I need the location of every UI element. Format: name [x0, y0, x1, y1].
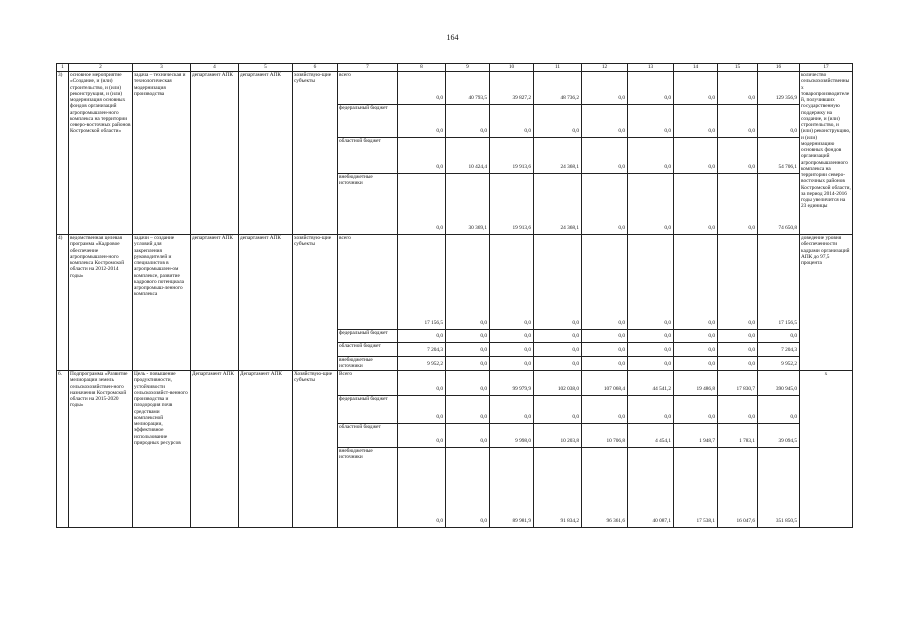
amount-cell: 0,0	[398, 72, 446, 105]
responsible-executor: департамент АПК	[191, 235, 239, 371]
amount-cell: 7 204,3	[758, 343, 800, 357]
amount-cell: 0,0	[446, 330, 490, 343]
amount-cell: 0,0	[718, 174, 758, 235]
funding-source: внебюджетные источники	[338, 174, 398, 235]
amount-cell: 0,0	[674, 72, 718, 105]
amount-cell: 0,0	[446, 424, 490, 448]
amount-cell: 0,0	[582, 174, 628, 235]
amount-cell: 17 538,1	[674, 448, 718, 528]
amount-cell: 0,0	[674, 396, 718, 424]
amount-cell: 99 979,9	[490, 371, 534, 396]
amount-cell: 89 981,9	[490, 448, 534, 528]
amount-cell: 0,0	[534, 357, 582, 371]
funding-source: федеральный бюджет	[338, 396, 398, 424]
amount-cell: 107 068,4	[582, 371, 628, 396]
amount-cell: 0,0	[582, 343, 628, 357]
amount-cell: 0,0	[582, 357, 628, 371]
header-cell: 16	[758, 64, 800, 72]
amount-cell: 44 541,2	[628, 371, 674, 396]
amount-cell: 0,0	[718, 235, 758, 330]
amount-cell: 0,0	[674, 174, 718, 235]
amount-cell: 0,0	[718, 343, 758, 357]
amount-cell: 0,0	[674, 343, 718, 357]
amount-cell: 10 706,8	[582, 424, 628, 448]
amount-cell: 96 361,6	[582, 448, 628, 528]
amount-cell: 0,0	[628, 105, 674, 138]
amount-cell: 0,0	[718, 396, 758, 424]
amount-cell: 0,0	[398, 448, 446, 528]
amount-cell: 17 830,7	[718, 371, 758, 396]
budget-table	[56, 63, 853, 528]
funding-source: всего	[338, 235, 398, 330]
amount-cell: 0,0	[534, 343, 582, 357]
header-cell: 2	[69, 64, 133, 72]
amount-cell: 40 087,1	[628, 448, 674, 528]
responsible-executor: департамент АПК	[191, 72, 239, 235]
task-description: задача – техническая и технологическая модернизация производства	[133, 72, 191, 235]
amount-cell: 0,0	[582, 72, 628, 105]
amount-cell: 17 156,5	[398, 235, 446, 330]
amount-cell: 0,0	[718, 138, 758, 174]
header-cell: 11	[534, 64, 582, 72]
amount-cell: 0,0	[398, 105, 446, 138]
amount-cell: 0,0	[718, 357, 758, 371]
amount-cell: 0,0	[628, 343, 674, 357]
amount-cell: 0,0	[446, 235, 490, 330]
amount-cell: 0,0	[398, 174, 446, 235]
amount-cell: 0,0	[582, 330, 628, 343]
amount-cell: 0,0	[534, 396, 582, 424]
amount-cell: 0,0	[628, 330, 674, 343]
target-indicator: количество сельскохозяйственных товаропроизводителей, получивших государственную поддержку на создание, и (или) строительство, и (или) реконструкцию, и (или) модернизацию основных фондов организаций агропромышленного комплекса на территории северо-восточных районов Костромской области, за период 2014-2016 годы увеличится на 23 единицы	[800, 72, 853, 235]
amount-cell: 91 834,2	[534, 448, 582, 528]
amount-cell: 0,0	[674, 138, 718, 174]
header-cell: 5	[239, 64, 293, 72]
amount-cell: 0,0	[490, 105, 534, 138]
program-name: основное мероприятие «Создание, и (или) строительство, и (или) реконструкция, и (или) модернизация основных фондов организаций агропромышлен-ного комплекса на территории северо-восточных районов Костромской области»	[69, 72, 133, 235]
header-cell: 12	[582, 64, 628, 72]
row-number: 6.	[57, 371, 69, 528]
responsible-executor: Департамент АПК	[191, 371, 239, 528]
co-executor: департамент АПК	[239, 235, 293, 371]
header-cell: 9	[446, 64, 490, 72]
amount-cell: 0,0	[628, 357, 674, 371]
amount-cell: 0,0	[628, 396, 674, 424]
amount-cell: 0,0	[398, 396, 446, 424]
amount-cell: 0,0	[628, 174, 674, 235]
amount-cell: 0,0	[628, 235, 674, 330]
amount-cell: 9 998,0	[490, 424, 534, 448]
amount-cell: 0,0	[446, 371, 490, 396]
funding-source: внебюджетные источники	[338, 448, 398, 528]
amount-cell: 0,0	[534, 235, 582, 330]
program-name: Подпрограмма «Развитие мелиорации земель сельскохозяйствен-ного назначения Костромской области на 2015-2020 годы»	[69, 371, 133, 528]
funding-source: всего	[338, 72, 398, 105]
amount-cell: 0,0	[446, 448, 490, 528]
header-cell: 7	[338, 64, 398, 72]
amount-cell: 10 203,8	[534, 424, 582, 448]
target-indicator: х	[800, 371, 853, 528]
funding-source: областной бюджет	[338, 343, 398, 357]
amount-cell: 39 827,2	[490, 72, 534, 105]
header-cell: 8	[398, 64, 446, 72]
header-cell: 1	[57, 64, 69, 72]
amount-cell: 0,0	[398, 138, 446, 174]
amount-cell: 19 913,6	[490, 174, 534, 235]
amount-cell: 16 047,6	[718, 448, 758, 528]
co-executor: Департамент АПК	[239, 371, 293, 528]
amount-cell: 0,0	[446, 357, 490, 371]
amount-cell: 0,0	[490, 396, 534, 424]
amount-cell: 0,0	[398, 424, 446, 448]
participants: хозяйствую-щие субъекты	[293, 72, 338, 235]
header-cell: 15	[718, 64, 758, 72]
table-row	[57, 72, 853, 105]
amount-cell: 0,0	[398, 371, 446, 396]
amount-cell: 0,0	[674, 357, 718, 371]
amount-cell: 390 945,0	[758, 371, 800, 396]
amount-cell: 17 156,5	[758, 235, 800, 330]
amount-cell: 0,0	[758, 330, 800, 343]
amount-cell: 0,0	[398, 330, 446, 343]
amount-cell: 0,0	[628, 138, 674, 174]
participants: хозяйствую-щие субъекты	[293, 235, 338, 371]
header-cell: 3	[133, 64, 191, 72]
amount-cell: 0,0	[490, 357, 534, 371]
target-indicator: доведение уровня обеспеченности кадрами организаций АПК до 97,5 процента	[800, 235, 853, 371]
co-executor: департамент АПК	[239, 72, 293, 235]
amount-cell: 0,0	[718, 330, 758, 343]
amount-cell: 0,0	[582, 235, 628, 330]
amount-cell: 0,0	[758, 105, 800, 138]
amount-cell: 19 913,6	[490, 138, 534, 174]
page-number: 164	[446, 33, 459, 42]
amount-cell: 0,0	[490, 343, 534, 357]
amount-cell: 0,0	[446, 396, 490, 424]
amount-cell: 0,0	[534, 330, 582, 343]
funding-source: внебюджетные источники	[338, 357, 398, 371]
amount-cell: 9 952,2	[398, 357, 446, 371]
amount-cell: 10 424,4	[446, 138, 490, 174]
amount-cell: 0,0	[674, 235, 718, 330]
amount-cell: 19 486,8	[674, 371, 718, 396]
header-cell: 13	[628, 64, 674, 72]
amount-cell: 0,0	[534, 105, 582, 138]
header-cell: 17	[800, 64, 853, 72]
table-row	[57, 371, 853, 396]
amount-cell: 351 850,5	[758, 448, 800, 528]
header-cell: 14	[674, 64, 718, 72]
amount-cell: 102 038,0	[534, 371, 582, 396]
funding-source: областной бюджет	[338, 138, 398, 174]
amount-cell: 0,0	[674, 105, 718, 138]
header-cell: 6	[293, 64, 338, 72]
amount-cell: 1 783,1	[718, 424, 758, 448]
amount-cell: 0,0	[718, 105, 758, 138]
row-number: 4)	[57, 235, 69, 371]
amount-cell: 0,0	[490, 330, 534, 343]
amount-cell: 40 793,5	[446, 72, 490, 105]
header-cell: 10	[490, 64, 534, 72]
program-name: ведомственная целевая программа «Кадровое обеспечение агропромышлен-ного комплекса Костромской области на 2012-2014 годы»	[69, 235, 133, 371]
funding-source: федеральный бюджет	[338, 105, 398, 138]
amount-cell: 0,0	[758, 396, 800, 424]
amount-cell: 0,0	[446, 105, 490, 138]
funding-source: федеральный бюджет	[338, 330, 398, 343]
amount-cell: 0,0	[446, 343, 490, 357]
amount-cell: 0,0	[582, 138, 628, 174]
funding-source: Всего	[338, 371, 398, 396]
amount-cell: 1 948,7	[674, 424, 718, 448]
amount-cell: 0,0	[674, 330, 718, 343]
column-number-row	[57, 64, 853, 72]
table-row	[57, 235, 853, 330]
amount-cell: 7 204,3	[398, 343, 446, 357]
amount-cell: 54 706,1	[758, 138, 800, 174]
row-number: 3)	[57, 72, 69, 235]
header-cell: 4	[191, 64, 239, 72]
amount-cell: 129 356,9	[758, 72, 800, 105]
amount-cell: 9 952,2	[758, 357, 800, 371]
amount-cell: 4 454,1	[628, 424, 674, 448]
amount-cell: 0,0	[718, 72, 758, 105]
amount-cell: 74 650,8	[758, 174, 800, 235]
amount-cell: 24 368,1	[534, 174, 582, 235]
amount-cell: 0,0	[582, 396, 628, 424]
amount-cell: 0,0	[628, 72, 674, 105]
amount-cell: 0,0	[490, 235, 534, 330]
amount-cell: 39 094,5	[758, 424, 800, 448]
amount-cell: 48 736,2	[534, 72, 582, 105]
amount-cell: 0,0	[582, 105, 628, 138]
amount-cell: 24 368,1	[534, 138, 582, 174]
participants: Хозяйствую-щие субъекты	[293, 371, 338, 528]
funding-source: областной бюджет	[338, 424, 398, 448]
task-description: Цель - повышение продуктивности, устойчивости сельскохозяйст-венного производства и плодородия почв средствами комплексной мелиорации, эффективное использование природных ресурсов	[133, 371, 191, 528]
task-description: задачи – создание условий для закрепления руководителей и специалистов в агропромышлен-ом комплексе, развитие кадрового потенциала агропромыш-ленного комплекса	[133, 235, 191, 371]
amount-cell: 30 369,1	[446, 174, 490, 235]
